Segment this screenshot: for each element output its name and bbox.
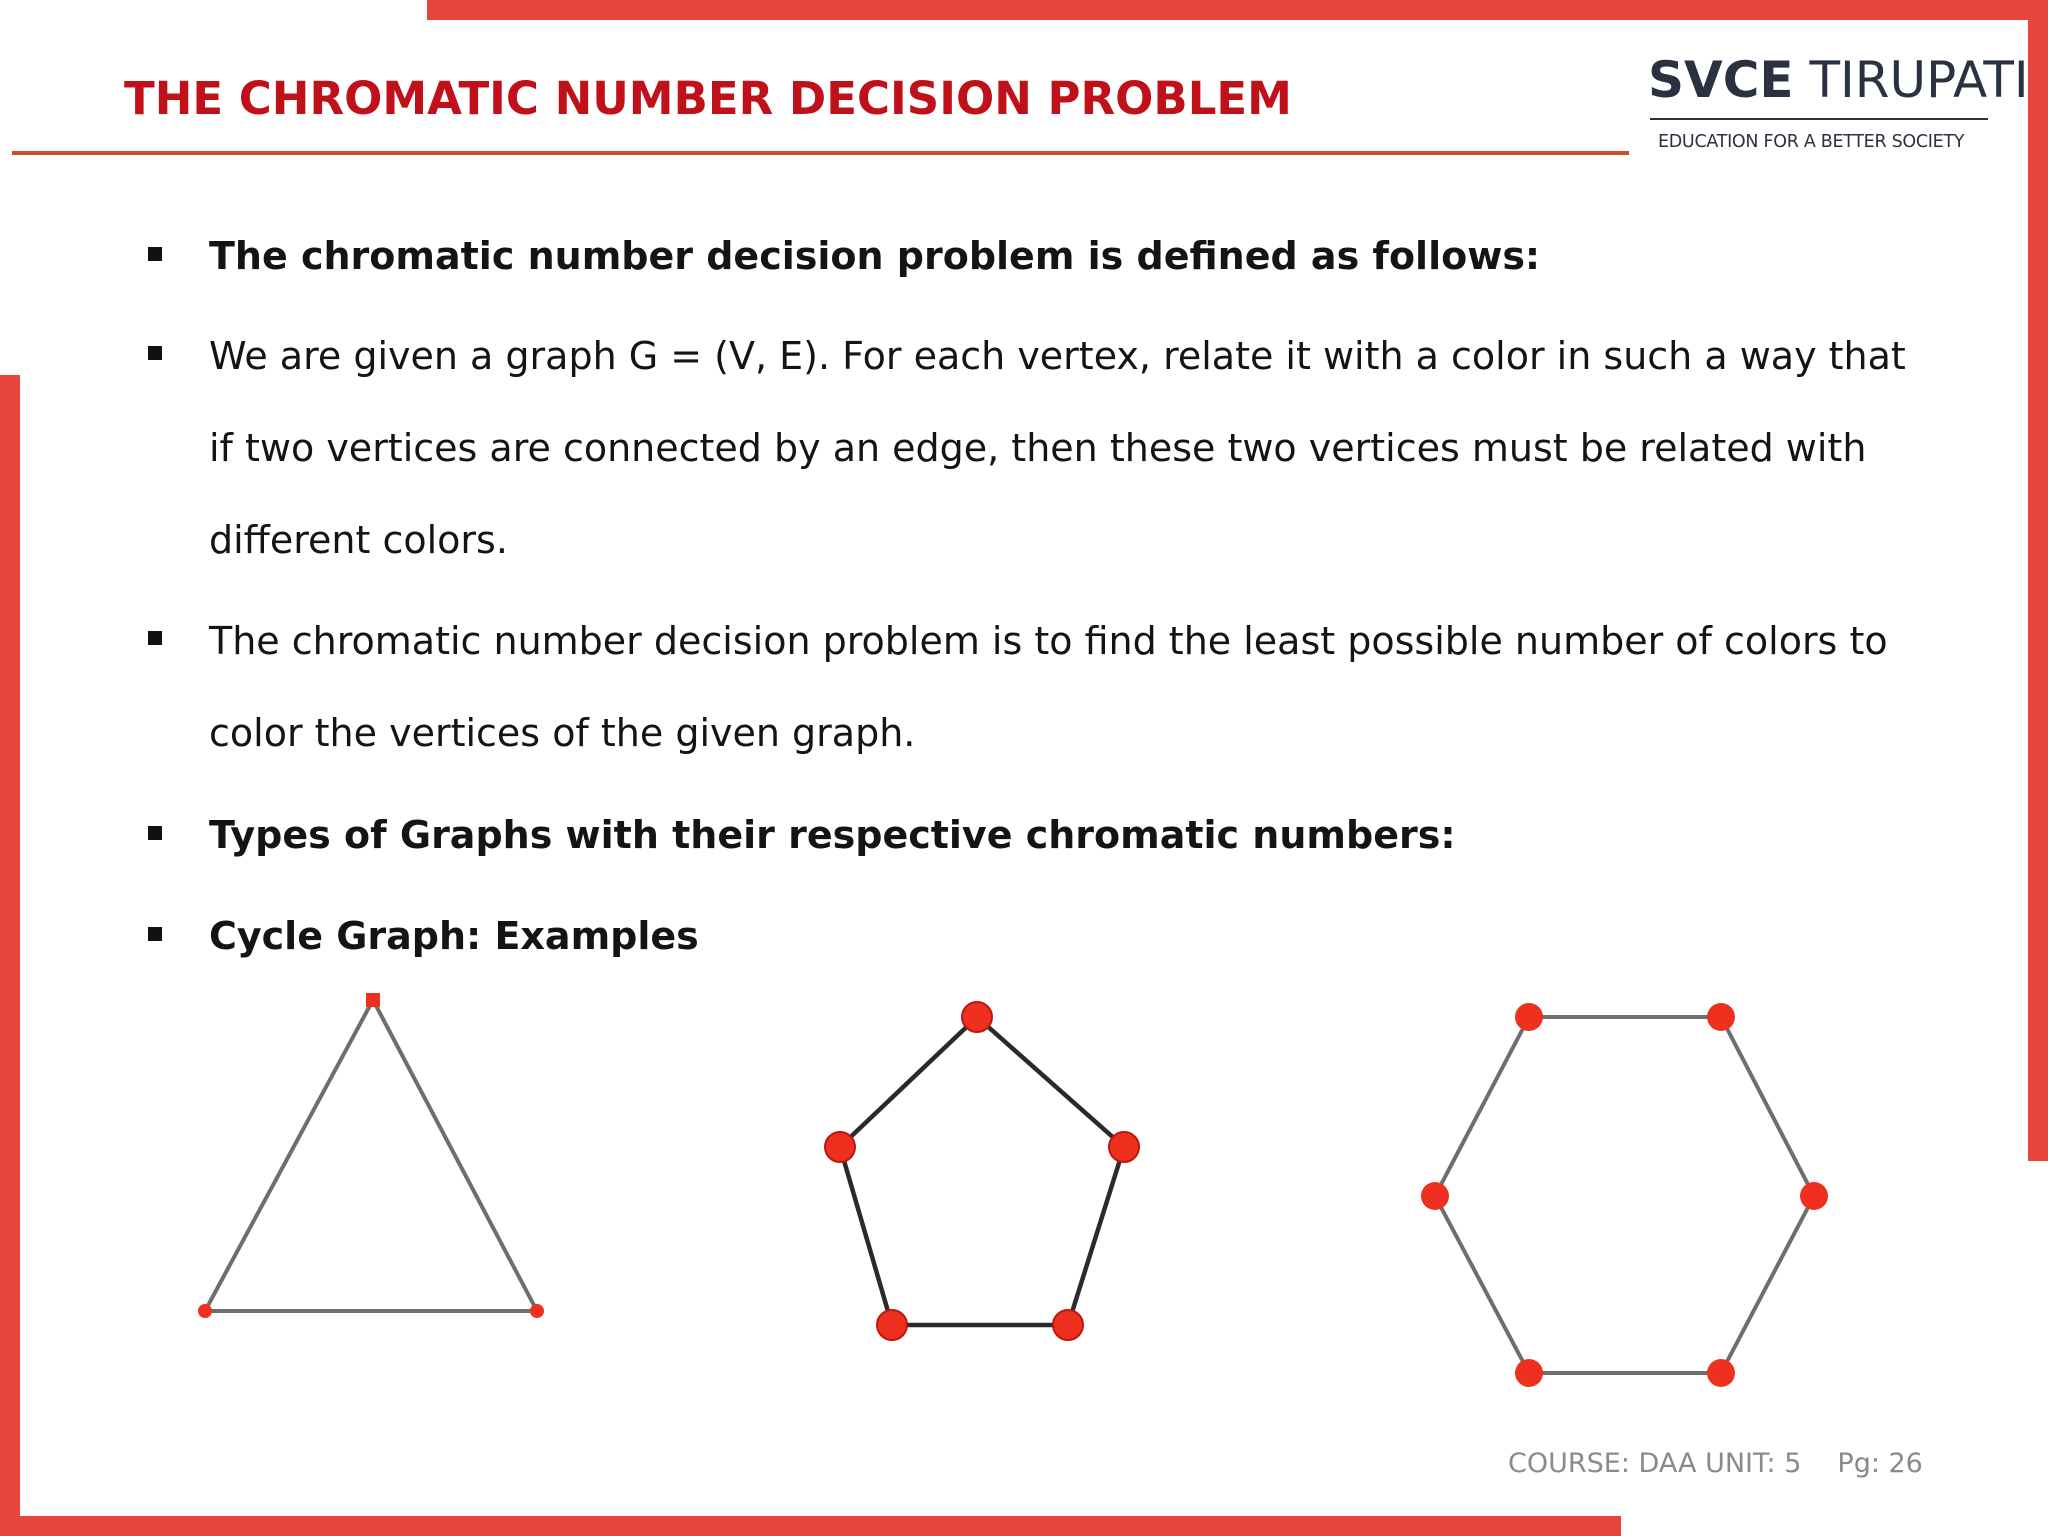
pentagon-cycle-graph bbox=[825, 1002, 1139, 1340]
course-info: COURSE: DAA UNIT: 5 bbox=[1508, 1448, 1802, 1479]
pentagon-vertex bbox=[825, 1132, 855, 1162]
triangle-vertex bbox=[198, 1304, 212, 1318]
bullet-text: Types of Graphs with their respective chromatic numbers: bbox=[209, 813, 1456, 857]
hexagon-vertex bbox=[1707, 1359, 1735, 1387]
triangle-vertex bbox=[366, 993, 380, 1007]
bullet-text: The chromatic number decision problem is to find the least possible number of colors to color the vertices of the given graph. bbox=[209, 619, 1888, 755]
hexagon-vertex bbox=[1707, 1003, 1735, 1031]
bullet-text: The chromatic number decision problem is defined as follows: bbox=[209, 234, 1541, 278]
slide-title: THE CHROMATIC NUMBER DECISION PROBLEM bbox=[124, 72, 1292, 125]
logo-light-text-word: TIRUPATI bbox=[1809, 51, 2029, 109]
hexagon-vertex bbox=[1421, 1182, 1449, 1210]
pentagon-vertex bbox=[1053, 1310, 1083, 1340]
hexagon-cycle-graph bbox=[1421, 1003, 1828, 1387]
hexagon-vertex bbox=[1515, 1359, 1543, 1387]
triangle-edges bbox=[205, 1000, 537, 1311]
pentagon-edges bbox=[840, 1017, 1124, 1325]
hexagon-vertex bbox=[1515, 1003, 1543, 1031]
triangle-vertex bbox=[530, 1304, 544, 1318]
pentagon-vertex bbox=[877, 1310, 907, 1340]
hexagon-edges bbox=[1435, 1017, 1814, 1373]
triangle-cycle-graph bbox=[198, 993, 544, 1318]
pentagon-vertex bbox=[962, 1002, 992, 1032]
pentagon-vertex bbox=[1109, 1132, 1139, 1162]
bullet-text: Cycle Graph: Examples bbox=[209, 914, 699, 958]
slide-footer bbox=[1508, 1448, 1923, 1479]
hexagon-vertex bbox=[1800, 1182, 1828, 1210]
logo-tagline: EDUCATION FOR A BETTER SOCIETY bbox=[1658, 132, 1965, 152]
logo-bold-text: SVCE bbox=[1648, 51, 1794, 109]
page-number: Pg: 26 bbox=[1837, 1448, 1923, 1479]
bullet-text: We are given a graph G = (V, E). For each vertex, relate it with a color in such a way that if two vertices are connected by an edge, then these two vertices must be related with different colors. bbox=[209, 334, 1906, 562]
